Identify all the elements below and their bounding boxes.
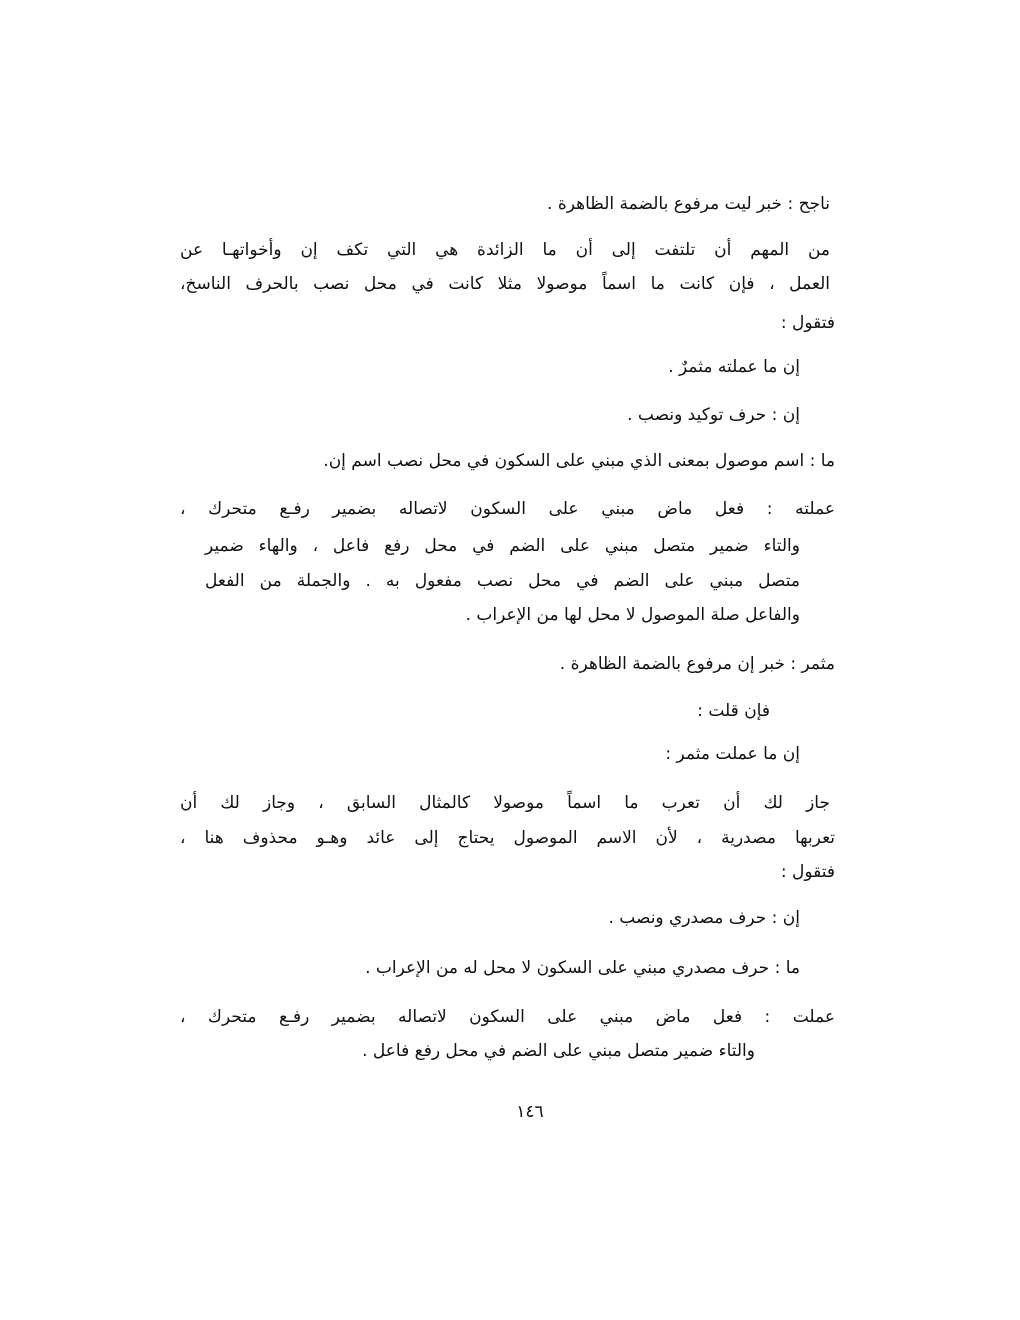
page-number: ١٤٦ (516, 1102, 544, 1122)
parse-line-continuation: والفاعل صلة الموصول لا محل لها من الإعراب . (465, 605, 800, 625)
parse-line: ما : اسم موصول بمعنى الذي مبني على السكون في محل نصب اسم إن. (323, 451, 835, 471)
example-sentence: إن ما عملته مثمرٌ . (668, 357, 800, 377)
paragraph-line: جاز لك أن تعرب ما اسماً موصولا كالمثال السابق ، وجاز لك أن (180, 793, 830, 813)
text-line: فتقول : (780, 862, 835, 882)
text-line: فتقول : (780, 313, 835, 333)
parse-line: إن : حرف مصدري ونصب . (608, 908, 800, 928)
parse-line-continuation: والتاء ضمير متصل مبني على الضم في محل رفع فاعل ، والهاء ضمير (205, 536, 800, 556)
paragraph-line: تعربها مصدرية ، لأن الاسم الموصول يحتاج إلى عائد وهـو محذوف هنا ، (180, 828, 835, 848)
example-sentence: إن ما عملت مثمر : (665, 744, 800, 764)
parse-line: مثمر : خبر إن مرفوع بالضمة الظاهرة . (559, 654, 835, 674)
parse-line: إن : حرف توكيد ونصب . (627, 405, 800, 425)
text-line: فإن قلت : (697, 701, 770, 721)
parse-line: عملت : فعل ماض مبني على السكون لاتصاله بضمير رفـع متحرك ، (180, 1007, 835, 1027)
parse-line-continuation: والتاء ضمير متصل مبني على الضم في محل رفع فاعل . (362, 1041, 755, 1061)
parse-line: ما : حرف مصدري مبني على السكون لا محل له من الإعراب . (365, 958, 800, 978)
paragraph-line: من المهم أن تلتفت إلى أن ما الزائدة هي التي تكف إن وأخواتهـا عن (180, 240, 830, 260)
parse-line: عملته : فعل ماض مبني على السكون لاتصاله بضمير رفـع متحرك ، (180, 499, 835, 519)
text-line: ناجح : خبر ليت مرفوع بالضمة الظاهرة . (547, 194, 830, 214)
paragraph-line: العمل ، فإن كانت ما اسماً موصولا مثلا كانت في محل نصب بالحرف الناسخ، (180, 274, 830, 294)
parse-line-continuation: متصل مبني على الضم في محل نصب مفعول به . والجملة من الفعل (205, 571, 800, 591)
